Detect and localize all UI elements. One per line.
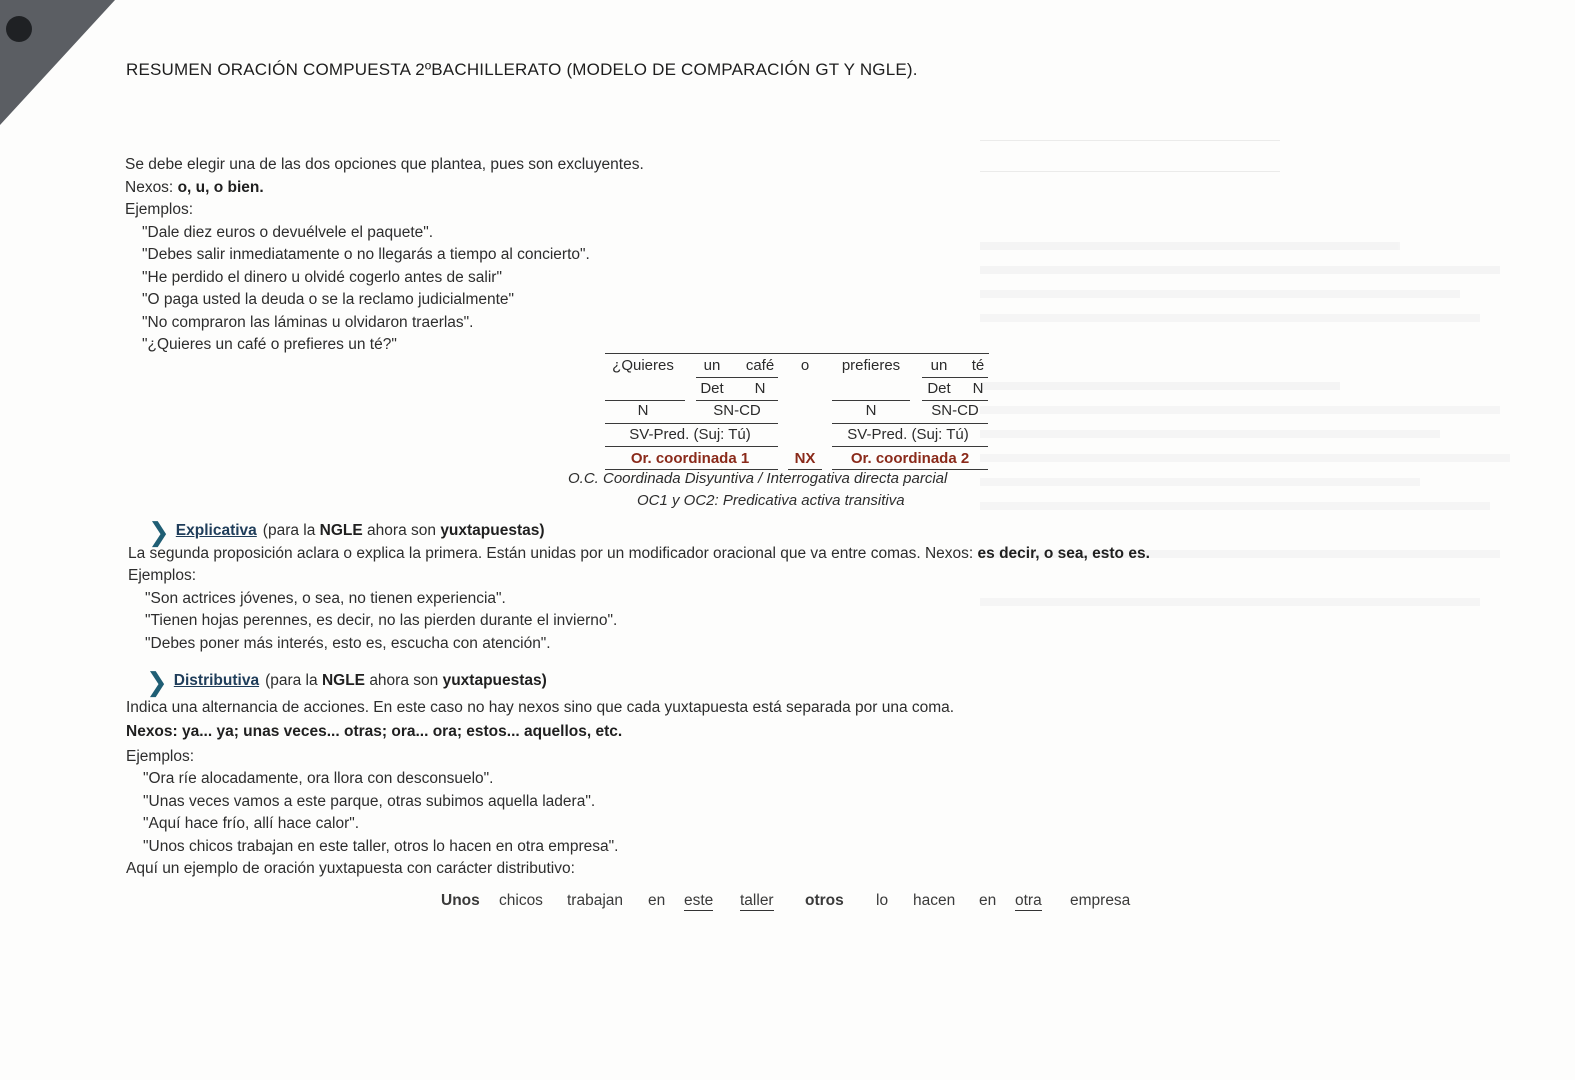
example-line: "Debes poner más interés, esto es, escucha con atención". — [145, 634, 551, 652]
nexos-label: Nexos: — [125, 178, 174, 196]
analysis-sncd: SN-CD — [931, 402, 979, 419]
example-line: "Unos chicos trabajan en este taller, otros lo hacen en otra empresa". — [143, 837, 619, 855]
sentence-word: trabajan — [567, 892, 624, 909]
note-text: ahora son — [369, 672, 439, 689]
example-line: "Son actrices jóvenes, o sea, no tienen experiencia". — [145, 589, 506, 607]
sentence-word: empresa — [1070, 892, 1131, 909]
analysis-oc2: Or. coordinada 2 — [850, 450, 970, 467]
explicativa-section — [128, 516, 1150, 655]
example-line: "No compraron las láminas u olvidaron traerlas". — [142, 313, 474, 331]
distributiva-desc: Indica una alternancia de acciones. En este caso no hay nexos sino que cada yuxtapuesta está separada por una coma. — [126, 698, 955, 716]
analysis-line — [605, 446, 778, 447]
nexos-values: o, u, o bien. — [177, 178, 264, 196]
analysis-n: N — [972, 380, 984, 397]
analysis-n: N — [637, 402, 649, 419]
analysis-line — [832, 423, 988, 424]
analysis-word: prefieres — [841, 357, 901, 374]
sentence-word: otra — [1015, 892, 1042, 909]
example-line: "Unas veces vamos a este parque, otras subimos aquella ladera". — [143, 792, 596, 810]
analysis-word: café — [745, 357, 775, 374]
explicativa-desc — [128, 543, 1150, 566]
distributiva-heading-row — [126, 666, 954, 697]
chevron-right-icon: ❯ — [148, 516, 170, 547]
note-yux: yuxtapuestas) — [442, 672, 547, 689]
example-line: "Tienen hojas perennes, es decir, no las pierden durante el invierno". — [145, 612, 618, 629]
analysis-top-line — [605, 353, 989, 354]
explicativa-note — [263, 520, 545, 543]
note-text: ahora son — [367, 522, 436, 539]
analysis-word: o — [800, 357, 810, 374]
distributiva-note — [265, 670, 547, 693]
example-line: "He perdido el dinero u olvidé cogerlo antes de salir" — [142, 268, 502, 286]
sentence-word: lo — [876, 892, 889, 909]
analysis-word: un — [703, 357, 721, 374]
disyuntiva-intro: Se debe elegir una de las dos opciones que plantea, pues son excluyentes. — [125, 156, 644, 173]
analysis-nx: NX — [794, 450, 816, 467]
example-line: "Debes salir inmediatamente o no llegarás a tiempo al concierto". — [142, 246, 590, 263]
analysis-line — [922, 377, 988, 378]
note-yux: yuxtapuestas) — [440, 522, 545, 539]
note-text: (para la — [265, 672, 318, 689]
note-text: (para la — [262, 522, 316, 539]
distributiva-outro: Aquí un ejemplo de oración yuxtapuesta con carácter distributivo: — [126, 860, 575, 877]
sentence-word: hacen — [913, 892, 956, 909]
sentence-word: este — [684, 892, 714, 909]
analysis-word: un — [930, 357, 948, 374]
note-ngle: NGLE — [321, 672, 365, 689]
analysis-sncd: SN-CD — [713, 402, 761, 419]
distributiva-section — [126, 666, 955, 881]
sentence-word: en — [979, 892, 997, 909]
example-line: "¿Quieres un café o prefieres un té?" — [142, 336, 397, 353]
desc-text: La segunda proposición aclara o explica la primera. Están unidas por un modificador oracional que va entre comas. Nexos: — [128, 544, 974, 562]
chevron-right-icon: ❯ — [146, 666, 168, 697]
analysis-sv: SV-Pred. (Suj: Tú) — [847, 426, 969, 443]
explicativa-heading: Explicativa — [175, 522, 257, 539]
page-title: RESUMEN ORACIÓN COMPUESTA 2ºBACHILLERATO (MODELO DE COMPARACIÓN GT Y NGLE). — [126, 60, 918, 79]
sentence-word: en — [648, 892, 666, 909]
example-line: "Ora ríe alocadamente, ora llora con desconsuelo". — [143, 770, 494, 787]
analysis-n: N — [754, 380, 766, 397]
distributiva-nexos — [126, 721, 954, 744]
note-ngle: NGLE — [319, 522, 363, 539]
analysis-det: Det — [700, 380, 724, 397]
analysis-line — [605, 423, 778, 424]
ejemplos-label: Ejemplos: — [128, 567, 197, 584]
example-line: "Dale diez euros o devuélvele el paquete". — [142, 223, 434, 241]
analysis-sv: SV-Pred. (Suj: Tú) — [629, 426, 751, 443]
distributiva-heading: Distributiva — [173, 672, 260, 689]
analysis-line — [832, 446, 988, 447]
sentence-word: chicos — [499, 892, 543, 909]
sentence-word: otros — [805, 892, 844, 909]
analysis-line — [696, 377, 778, 378]
example-line: "O paga usted la deuda o se la reclamo judicialmente" — [142, 291, 515, 308]
nexos-values: Nexos: ya... ya; unas veces... otras; ora... ora; estos... aquellos, etc. — [126, 723, 623, 740]
analysis-word: ¿Quieres — [612, 357, 674, 374]
analysis-caption-1: O.C. Coordinada Disyuntiva / Interrogativa directa parcial — [568, 470, 948, 487]
sentence-word: Unos — [441, 892, 480, 909]
analysis-oc1: Or. coordinada 1 — [630, 450, 750, 467]
ejemplos-label: Ejemplos: — [126, 747, 195, 765]
analysis-det: Det — [927, 380, 951, 397]
analysis-word: té — [971, 357, 985, 374]
explicativa-heading-row — [128, 516, 1150, 547]
nexos-values: es decir, o sea, esto es. — [977, 544, 1150, 562]
analysis-n: N — [865, 402, 877, 419]
example-line: "Aquí hace frío, allí hace calor". — [143, 815, 360, 832]
analysis-caption-2: OC1 y OC2: Predicativa activa transitiva — [637, 492, 905, 509]
ejemplos-label: Ejemplos: — [125, 201, 194, 218]
sentence-word: taller — [740, 892, 774, 909]
